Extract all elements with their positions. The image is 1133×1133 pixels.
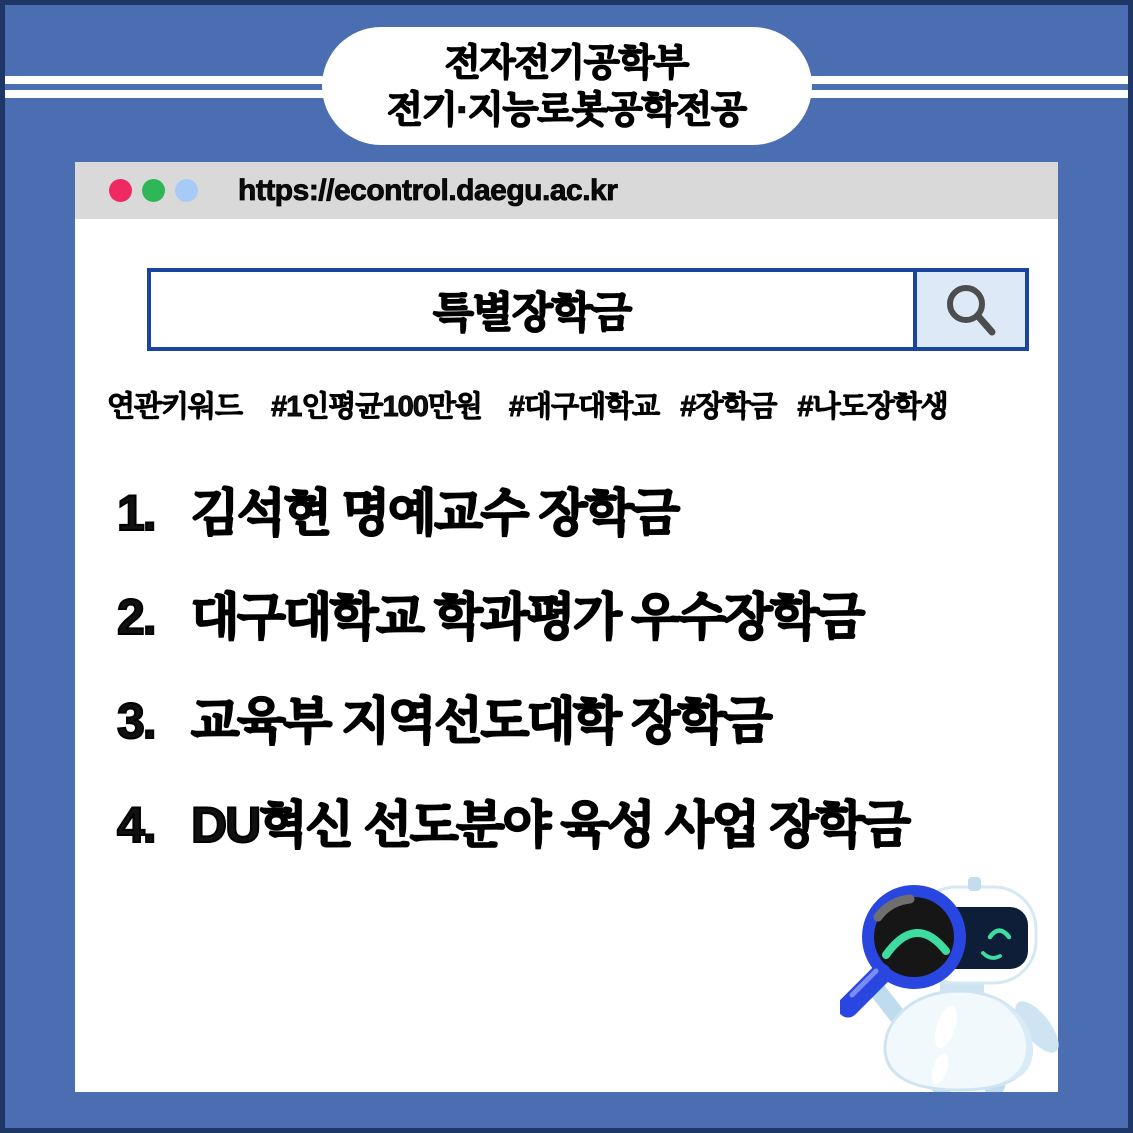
keyword-tag[interactable]: #나도장학생 — [797, 391, 948, 423]
magnifier-icon — [941, 280, 1001, 340]
badge-line-2: 전기·지능로봇공학전공 — [387, 89, 746, 130]
search-input[interactable]: 특별장학금 — [433, 288, 631, 336]
keywords-label: 연관키워드 — [107, 391, 243, 423]
result-number: 4. — [117, 797, 155, 853]
result-title[interactable]: 교육부 지역선도대학 장학금 — [191, 693, 771, 749]
window-dot-blue[interactable] — [175, 179, 198, 202]
browser-title-bar — [75, 162, 1058, 219]
result-title[interactable]: 김석현 명예교수 장학금 — [191, 485, 678, 541]
result-item[interactable] — [117, 692, 1048, 796]
result-title[interactable]: DU혁신 선도분야 육성 사업 장학금 — [191, 797, 909, 853]
badge-line-1: 전자전기공학부 — [444, 42, 689, 83]
keyword-tag[interactable]: #대구대학교 — [508, 391, 660, 423]
result-number: 2. — [117, 589, 155, 645]
result-item[interactable] — [117, 484, 1048, 588]
window-dot-red[interactable] — [109, 179, 132, 202]
search-button[interactable] — [913, 272, 1025, 347]
related-keywords — [107, 384, 962, 425]
keyword-tag[interactable]: #1인평균100만원 — [271, 391, 482, 423]
search-bar — [147, 268, 1029, 351]
department-badge — [322, 27, 812, 145]
address-bar-url[interactable]: https://econtrol.daegu.ac.kr — [238, 173, 618, 207]
search-results-list — [117, 484, 1048, 900]
result-item[interactable] — [117, 588, 1048, 692]
window-dot-green[interactable] — [142, 179, 165, 202]
result-title[interactable]: 대구대학교 학과평가 우수장학금 — [191, 589, 863, 645]
result-number: 3. — [117, 693, 155, 749]
result-number: 1. — [117, 485, 155, 541]
robot-mascot-illustration — [840, 877, 1060, 1092]
browser-window — [75, 162, 1058, 1092]
keyword-tag[interactable]: #장학금 — [680, 391, 777, 423]
